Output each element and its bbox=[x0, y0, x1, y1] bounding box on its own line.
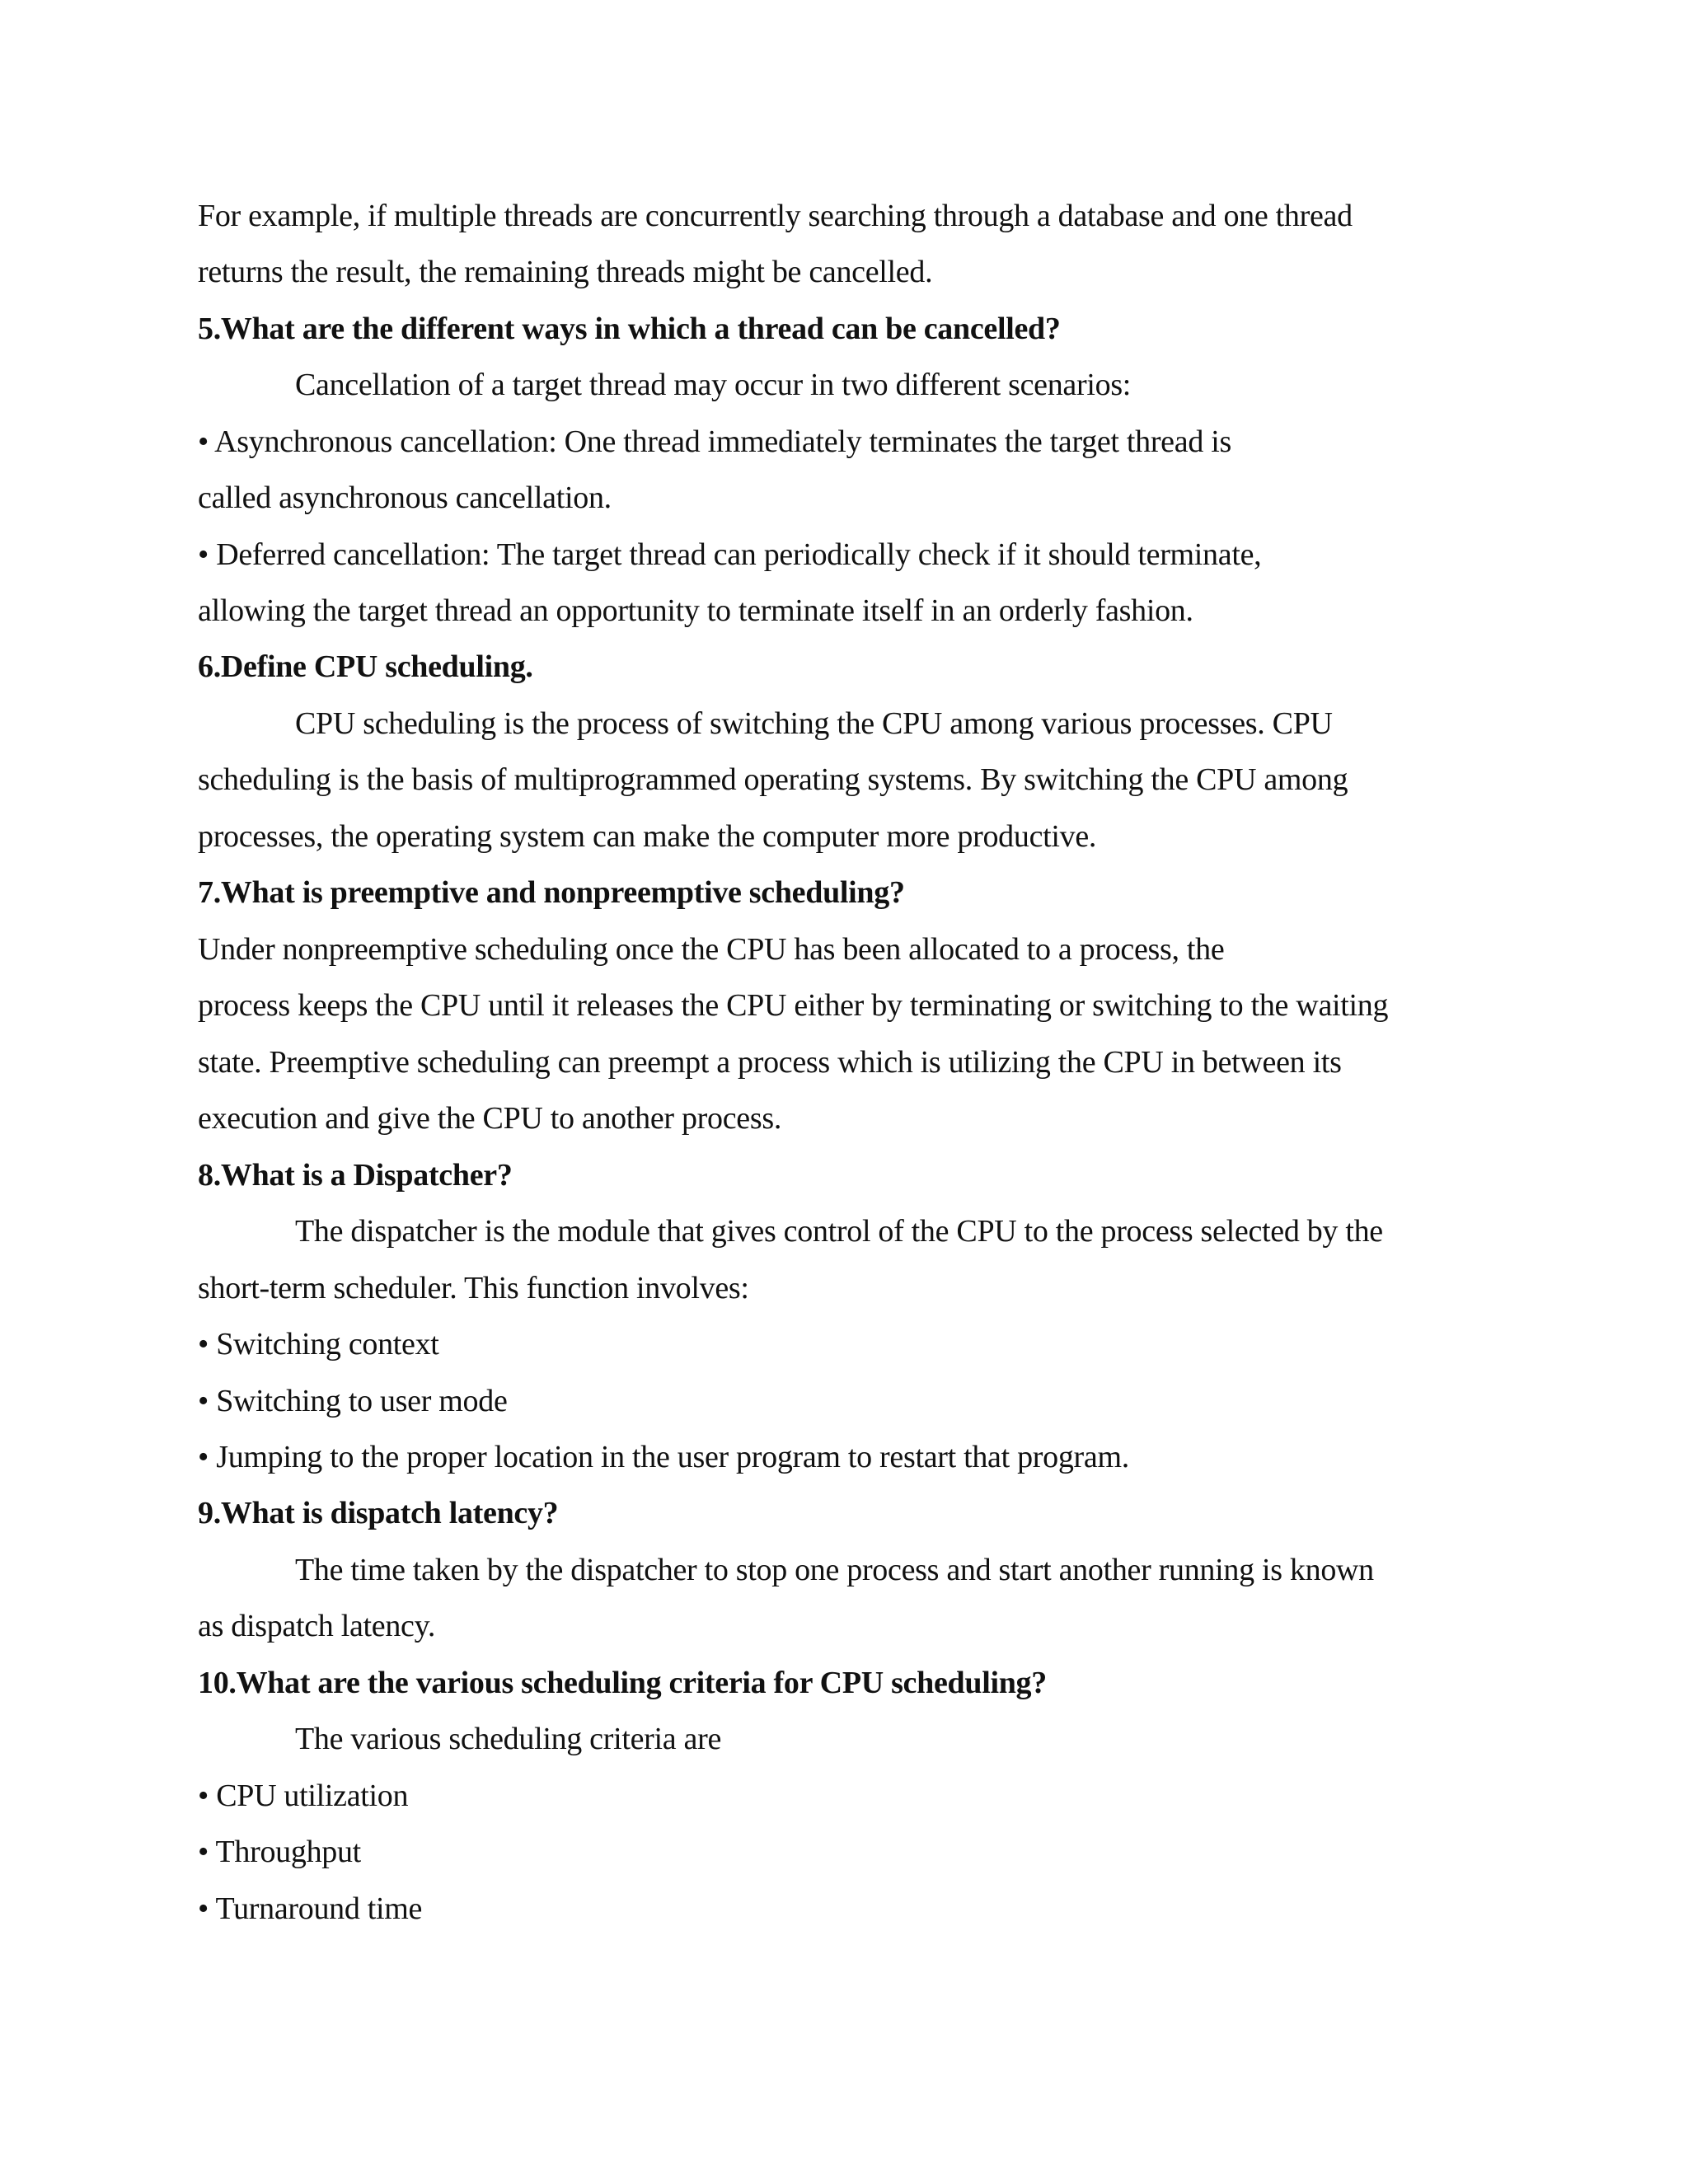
question-heading-8: 8.What is a Dispatcher? bbox=[198, 1158, 513, 1193]
bullet-item: • CPU utilization bbox=[198, 1779, 409, 1813]
question-heading-7: 7.What is preemptive and nonpreemptive scheduling? bbox=[198, 875, 905, 910]
paragraph-line: Under nonpreemptive scheduling once the CPU has been allocated to a process, the bbox=[198, 932, 1225, 967]
bullet-item: • Jumping to the proper location in the user program to restart that program. bbox=[198, 1440, 1129, 1474]
paragraph-line: scheduling is the basis of multiprogrammed operating systems. By switching the CPU among bbox=[198, 762, 1348, 797]
bullet-item: • Deferred cancellation: The target thread can periodically check if it should terminate, bbox=[198, 537, 1262, 572]
bullet-item: • Switching context bbox=[198, 1327, 439, 1361]
paragraph-line: The dispatcher is the module that gives control of the CPU to the process selected by the bbox=[295, 1214, 1383, 1249]
paragraph-line: state. Preemptive scheduling can preempt a process which is utilizing the CPU in between its bbox=[198, 1045, 1342, 1080]
bullet-item: • Asynchronous cancellation: One thread immediately terminates the target thread is bbox=[198, 424, 1231, 459]
question-heading-10: 10.What are the various scheduling criteria for CPU scheduling? bbox=[198, 1666, 1047, 1700]
paragraph-line: allowing the target thread an opportunity to terminate itself in an orderly fashion. bbox=[198, 593, 1193, 628]
bullet-item: • Throughput bbox=[198, 1835, 361, 1869]
bullet-item: • Switching to user mode bbox=[198, 1384, 508, 1418]
paragraph-line: process keeps the CPU until it releases the CPU either by terminating or switching to the waiting bbox=[198, 988, 1389, 1023]
question-heading-9: 9.What is dispatch latency? bbox=[198, 1496, 559, 1530]
paragraph-line: CPU scheduling is the process of switching the CPU among various processes. CPU bbox=[295, 706, 1333, 741]
question-heading-5: 5.What are the different ways in which a thread can be cancelled? bbox=[198, 312, 1061, 346]
paragraph-line: as dispatch latency. bbox=[198, 1609, 436, 1643]
paragraph-line: processes, the operating system can make the computer more productive. bbox=[198, 819, 1097, 854]
question-heading-6: 6.Define CPU scheduling. bbox=[198, 649, 533, 684]
paragraph-line: Cancellation of a target thread may occur in two different scenarios: bbox=[295, 368, 1132, 402]
paragraph-line: called asynchronous cancellation. bbox=[198, 480, 612, 515]
paragraph-line: The time taken by the dispatcher to stop one process and start another running is known bbox=[295, 1553, 1374, 1587]
bullet-item: • Turnaround time bbox=[198, 1891, 423, 1926]
paragraph-line: returns the result, the remaining threads might be cancelled. bbox=[198, 255, 933, 289]
paragraph-line: The various scheduling criteria are bbox=[295, 1722, 722, 1756]
paragraph-line: short-term scheduler. This function involves: bbox=[198, 1271, 749, 1305]
paragraph-line: execution and give the CPU to another process. bbox=[198, 1101, 782, 1136]
paragraph-line: For example, if multiple threads are concurrently searching through a database and one thread bbox=[198, 199, 1353, 233]
